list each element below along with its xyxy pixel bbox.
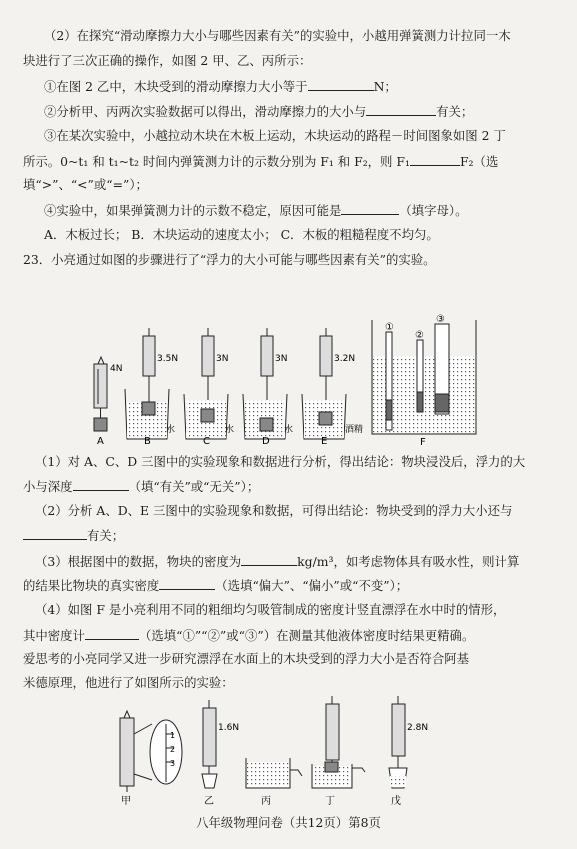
q23-part5-line2: 米德原理，他进行了如图所示的实验： xyxy=(23,675,234,690)
tube-1-label: ① xyxy=(385,322,394,333)
setup-b xyxy=(125,328,169,439)
label-a: A xyxy=(97,436,104,447)
label-c: C xyxy=(203,436,210,447)
setup-d xyxy=(243,328,287,439)
q23-part3-unit: kg/m³，如考虑物体具有吸水性，则计算 xyxy=(297,554,520,569)
q23-figure-buoyancy xyxy=(80,314,480,448)
q22-options: A．木板过长； B．木块运动的速度太小； C．木板的粗糙程度不均匀。 xyxy=(44,227,439,242)
label-ding: 丁 xyxy=(325,796,335,806)
tube-3-label: ③ xyxy=(436,314,445,325)
label-e: E xyxy=(321,436,328,447)
answer-blank[interactable] xyxy=(85,627,139,640)
q23-part5-line1: 爱思考的小亮同学又进一步研究漂浮在水面上的木块受到的浮力大小是否符合阿基 xyxy=(23,651,470,666)
liquid-e: 酒精 xyxy=(345,425,364,435)
answer-blank[interactable] xyxy=(366,103,436,116)
liquid-b: 水 xyxy=(166,425,176,435)
page-footer: 八年级物理问卷（共12页）第8页 xyxy=(196,815,381,830)
q22-step3-line2 xyxy=(23,153,498,170)
q22-part2-line1: （2）在探究“滑动摩擦力大小与哪些因素有关”的实验中，小越用弹簧测力计拉同一木 xyxy=(44,28,511,43)
q22-step1 xyxy=(44,78,397,95)
q22-step1-text: ①在图 2 乙中，木块受到的滑动摩擦力大小等于 xyxy=(44,79,308,94)
q23-part4-tail: （选填“①”“②”或“③”）在测量其他液体密度时结果更精确。 xyxy=(138,628,475,643)
reading-c: 3N xyxy=(216,354,229,364)
answer-blank[interactable] xyxy=(341,202,399,215)
scale-mark-1: 1 xyxy=(170,731,176,740)
q22-step2 xyxy=(44,103,473,120)
answer-blank[interactable] xyxy=(73,478,129,491)
q23-part3-tail: （选填“偏大”、“偏小”或“不变”）； xyxy=(215,578,409,593)
liquid-d: 水 xyxy=(284,425,294,435)
setup-c xyxy=(184,328,228,439)
q23-part3-text2: 的结果比物块的真实密度 xyxy=(23,578,160,593)
label-yi: 乙 xyxy=(204,796,214,806)
reading-b: 3.5N xyxy=(157,354,179,364)
q22-step3-line1: ③在某次实验中，小越拉动木块在木板上运动，木块运动的路程－时间图象如图 2 丁 xyxy=(44,128,506,143)
setup-wu xyxy=(389,696,407,788)
setup-a xyxy=(94,357,107,431)
reading-yi: 1.6N xyxy=(218,723,240,733)
q23-part1-text: 小与深度 xyxy=(23,479,73,494)
q23-part1-tail: （填“有关”或“无关”）； xyxy=(128,479,260,494)
q23-part2-line2 xyxy=(23,527,124,544)
q22-step1-unit: N； xyxy=(373,79,397,94)
label-jia: 甲 xyxy=(121,796,131,806)
q23-part1-line1: （1）对 A、C、D 三图中的实验现象和数据进行分析，得出结论：物块浸没后，浮力的大 xyxy=(35,454,526,469)
q23-part1-line2 xyxy=(23,478,259,495)
label-wu: 戊 xyxy=(391,796,401,806)
tube-2-label: ② xyxy=(415,330,424,341)
label-bing: 丙 xyxy=(261,796,271,806)
setup-ding xyxy=(312,696,365,788)
q23-part4-line2 xyxy=(23,627,474,644)
answer-blank[interactable] xyxy=(308,78,374,91)
q22-step2-tail: 有关； xyxy=(436,104,474,119)
reading-wu: 2.8N xyxy=(407,723,429,733)
setup-e xyxy=(302,328,346,439)
answer-blank[interactable] xyxy=(410,153,460,166)
q23-intro: 23．小亮通过如图的步骤进行了“浮力的大小可能与哪些因素有关”的实验。 xyxy=(23,252,436,267)
q23-figure-archimedes xyxy=(106,694,436,806)
q23-part4-text: 其中密度计 xyxy=(23,628,85,643)
answer-blank[interactable] xyxy=(159,577,215,590)
q22-step3-line3: 填“>”、“<”或“=”）； xyxy=(23,177,148,192)
setup-bing xyxy=(246,758,302,788)
answer-blank[interactable] xyxy=(23,527,87,540)
q22-step4 xyxy=(44,202,468,219)
liquid-c: 水 xyxy=(225,425,235,435)
reading-d: 3N xyxy=(275,354,288,364)
q23-part2-line1: （2）分析 A、D、E 三图中的实验现象和数据，可得出结论：物块受到的浮力大小还与 xyxy=(35,503,513,518)
q23-part3-line2 xyxy=(23,577,408,594)
answer-blank[interactable] xyxy=(241,553,297,566)
setup-f xyxy=(372,320,476,434)
q22-step2-text: ②分析甲、丙两次实验数据可以得出，滑动摩擦力的大小与 xyxy=(44,104,367,119)
q22-step4-text: ④实验中，如果弹簧测力计的示数不稳定，原因可能是 xyxy=(44,203,342,218)
scale-mark-2: 2 xyxy=(170,745,176,754)
q22-step4-tail: （填字母）。 xyxy=(399,203,468,218)
q22-step3-text: 所示。0~t₁ 和 t₁~t₂ 时间内弹簧测力计的示数分别为 F₁ 和 F₂，则 F₁ xyxy=(23,154,410,169)
label-f: F xyxy=(420,437,426,448)
label-d: D xyxy=(262,436,270,447)
q23-part3-text: （3）根据图中的数据，物块的密度为 xyxy=(35,554,242,569)
label-b: B xyxy=(144,436,151,447)
q23-part4-line1: （4）如图 F 是小亮利用不同的粗细均匀吸管制成的密度计竖直漂浮在水中时的情形， xyxy=(35,602,506,617)
q22-part2-line2: 块进行了三次正确的操作，如图 2 甲、乙、丙所示： xyxy=(23,53,312,68)
q23-part3-line1 xyxy=(35,553,519,570)
scale-mark-3: 3 xyxy=(170,759,176,768)
reading-e: 3.2N xyxy=(334,354,356,364)
setup-yi xyxy=(202,700,217,788)
q22-step3-tail: F₂（选 xyxy=(459,154,499,169)
reading-a: 4N xyxy=(110,364,123,374)
q23-part2-tail: 有关； xyxy=(87,528,125,543)
